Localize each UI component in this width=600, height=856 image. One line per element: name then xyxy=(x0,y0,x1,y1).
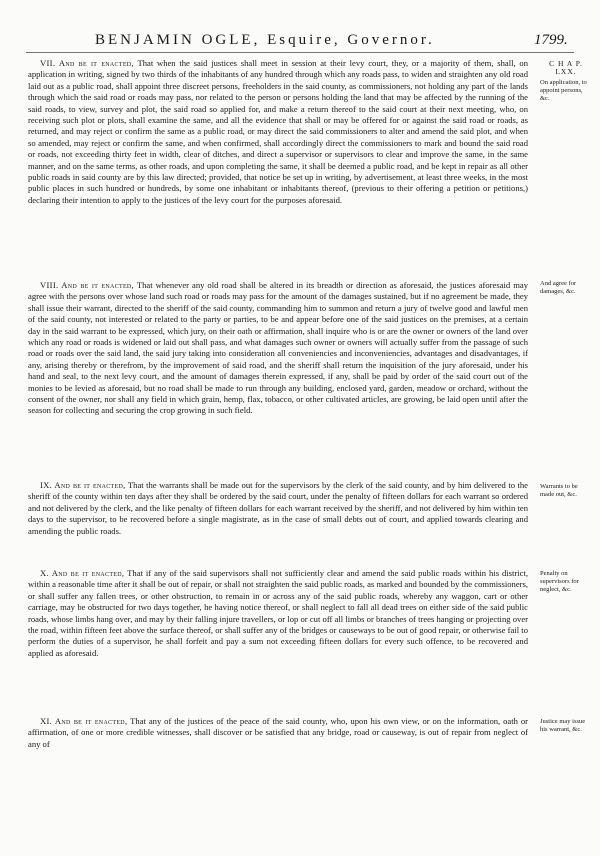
chapter-marker xyxy=(540,60,592,76)
section-heading: VIII. And be it enacted, xyxy=(40,280,135,290)
blank-page-bottom xyxy=(0,788,600,856)
header-rule xyxy=(26,52,574,53)
section-viii xyxy=(28,280,528,417)
running-title: BENJAMIN OGLE, Esquire, Governor. xyxy=(95,32,435,48)
section-heading: VII. And be it enacted, xyxy=(40,58,134,68)
chapter-label: C H A P. xyxy=(549,59,583,68)
section-heading: XI. And be it enacted, xyxy=(40,716,128,726)
section-heading: X. And be it enacted, xyxy=(40,568,125,578)
section-ix xyxy=(28,480,528,537)
section-heading: IX. And be it enacted, xyxy=(40,480,126,490)
margin-note: And agree for damages, &c. xyxy=(540,280,577,295)
section-text: That any of the justices of the peace of the said county, who, upon his own view, or on the information, oath or affirmation, of one or more credible witnesses, shall discover or be satisfied that any bridge, road or causeway, is out of repair from neglect of any of xyxy=(28,716,528,749)
chapter-number: LXX. xyxy=(555,67,577,76)
page-year: 1799. xyxy=(534,32,568,48)
section-text: That when the said justices shall meet in session at their levy court, they, or a majority of them, shall, on application in writing, signed by two thirds of the inhabitants of any hundred through which any roads pass, to widen and straighten any old road laid out as a public road, shall appoint three discreet persons, freeholders in the said county, as commissioners, not holding any part of the lands through which the said road or roads may pass, nor related to the person or persons holding the land that may be affected by the running of the said roads, to view, survey and plot, the said road so applied for, and make a return thereof to the said court at their next meeting, who, on receiving such plot or plots, shall examine the same, and all the evidence that shall or may be offered for or against the said road or roads, as returned, and may reject or confirm the same as a public road, or may direct the said commissioners to alter and amend the said plot, and when so amended, may reject or confirm the same, and when confirmed, shall accordingly direct the commissioners to mark and bound the said road or roads, not exceeding thirty feet in width, clear of ditches, and direct a supervisor or supervisors to clear and improve the same, in the same manner, and on the same terms, as other roads, and upon completing the same, it shall be deemed a public road, and be kept in repair as all other public roads in said county are by this law directed; provided, that notice be set up in writing, by advertisement, at least three weeks, in the most public places in such hundred or hundreds, by some one inhabitant or inhabitants thereof, (previous to their offering a petition or petitions,) declaring their intention to apply to the justices of the levy court for the purposes aforesaid. xyxy=(28,58,528,205)
margin-note: Warrants to be made out, &c. xyxy=(540,483,578,498)
section-xi xyxy=(28,716,528,750)
page-header xyxy=(0,32,600,54)
section-text: That whenever any old road shall be altered in its breadth or direction as aforesaid, the justices aforesaid may agree with the persons over whose land such road or roads may pass for the amount of the damages sustained, but if no agreement be made, they shall issue their warrant, directed to the sheriff of the said county, commanding him to summon and return a jury of twelve good and lawful men of the said county, not interested or related to the party or parties, to be and appear before one of the said justices on the premises, at a certain day in the said warrant to be expressed, which jury, on their oath or affirmation, shall inquire who is or are the owner or owners of the land over which any road or roads is widened or laid out shall pass, and what damages such owner or owners will actually suffer from the passage of such road or roads over the said land, the said jury taking into consideration all conveniencies and inconveniencies, advantages and disadvantages, if any, arising thereby or therefrom, by the improvement of said road, and the sheriff shall return the inquisition of the jury aforesaid, under his hand and seal, to the next levy court, and the amount of damages therein expressed, if any, shall be paid by order of the said court out of the monies to be levied as aforesaid, but no road shall be made to run through any building, enclosed yard, garden, meadow or orchard, without the consent of the owner, nor shall any field in which grain, hemp, flax, tobacco, or other cultivated articles, are growing, be laid open until after the season for collecting and securing the crop growing in such field. xyxy=(28,280,528,416)
section-text: That the warrants shall be made out for the supervisors by the clerk of the said county, and by him delivered to the sheriff of the county within ten days after they shall be ordered by the said court, under the penalty of fifteen dollars for each warrant so ordered and not delivered by the clerk, and the like penalty of fifteen dollars for each warrant received by the sheriff, and not delivered by him within ten days to the supervisor, to be recovered before a single magistrate, as in the case of small debts out of court, and applied towards clearing and amending the public roads. xyxy=(28,480,528,536)
margin-note: Penalty on supervisors for neglect, &c. xyxy=(540,570,579,593)
section-x xyxy=(28,568,528,659)
margin-note: Justice may issue his warrant, &c. xyxy=(540,718,586,733)
section-text: That if any of the said supervisors shall not sufficiently clear and amend the said public roads within his district, within a reasonable time after it shall be out of repair, or shall not straighten the said public roads, as marked and bounded by the commissioners, or shall suffer any fallen trees, or other obstruction, to remain in or across any of the said public roads, whereby any waggon, cart or other carriage, may be obstructed for two days together, he having notice thereof, or shall neglect to fall all dead trees on either side of the said public roads, whose limbs hang over, and may by their falling injure travellers, or lop or cut off all limbs or branches of trees hanging or projecting over the road, within fifteen feet above the surface thereof, or shall suffer any of the bridges or causeways to be out of good repair, or otherwise fail to perform the duties of a supervisor, he shall forfeit and pay a sum not exceeding fifteen dollars for every such offence, to be recovered and applied as aforesaid. xyxy=(28,568,529,658)
section-vii xyxy=(28,58,528,206)
margin-note: On application, to appoint persons, &c. xyxy=(540,79,587,102)
